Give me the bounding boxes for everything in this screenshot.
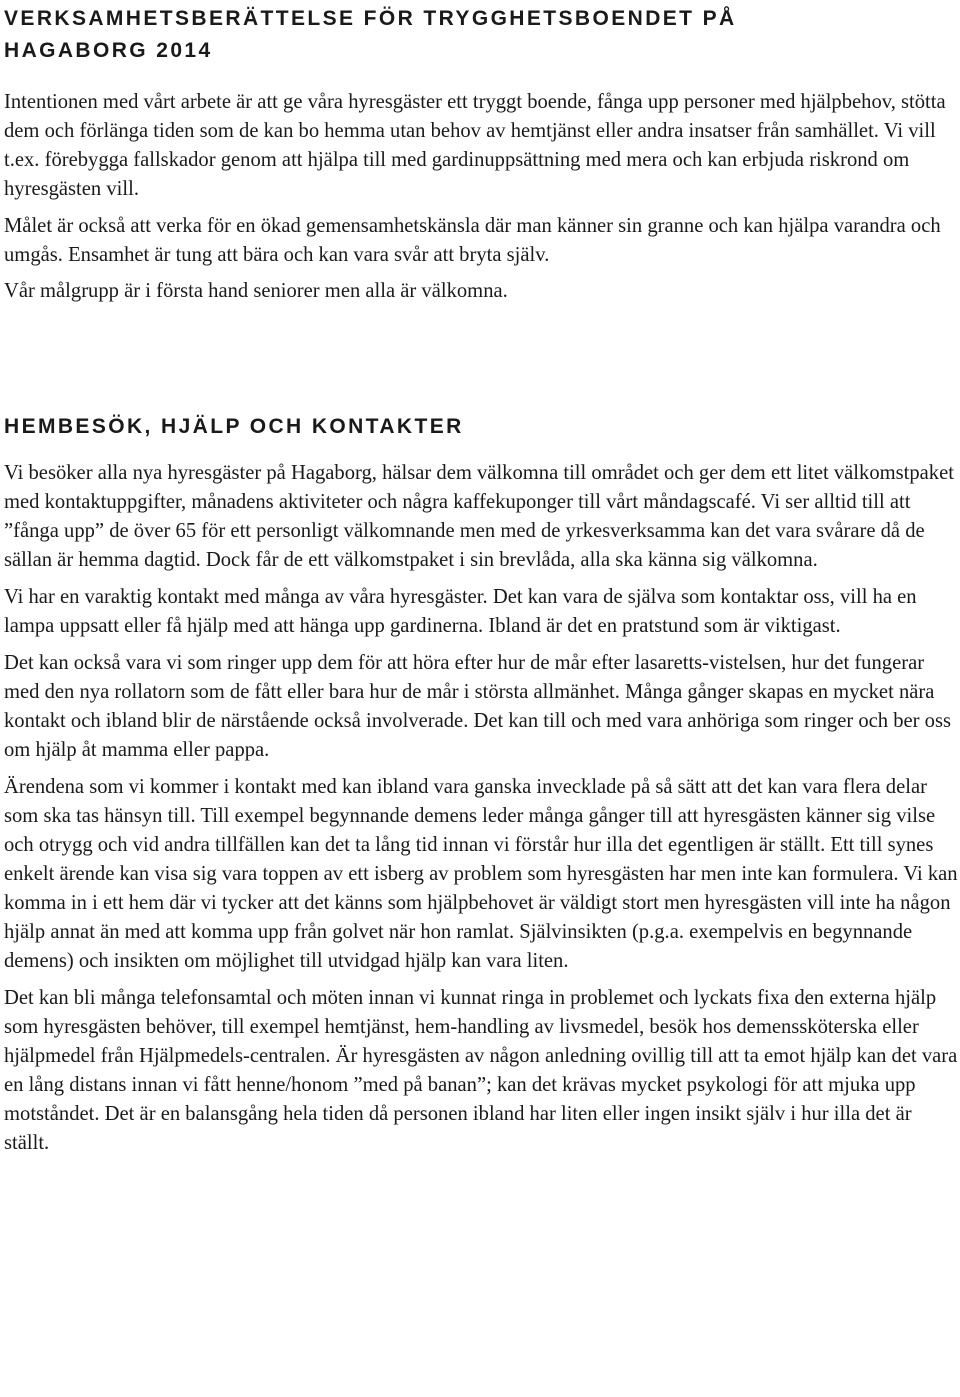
title-line-1: VERKSAMHETSBERÄTTELSE FÖR TRYGGHETSBOENDET PÅ <box>4 7 737 30</box>
intro-paragraph-3: Vår målgrupp är i första hand seniorer men alla är välkomna. <box>4 280 508 302</box>
visits-section <box>4 459 959 1158</box>
title-line-2: HAGABORG 2014 <box>4 39 213 62</box>
intro-section <box>4 88 959 306</box>
document-title <box>4 3 956 67</box>
visits-paragraph-4: Ärendena som vi kommer i kontakt med kan ibland vara ganska invecklade på så sätt att det kan vara flera delar som ska tas hänsyn till. Till exempel begynnande demens leder många gånger till att hyresgästen känner sig vilse och otrygg och vid andra tillfällen kan det ta lång tid innan vi förstår hur illa det egentligen är ställt. Ett till synes enkelt ärende kan visa sig vara toppen av ett isberg av problem som hyresgästen har men inte kan formulera. Vi kan komma in i ett hem där vi tycker att det känns som hjälpbehovet är väldigt stort men hyresgästen vill inte ha någon hjälp annat än med att komma upp från golvet när hon ramlat. Självinsikten (p.g.a. exempelvis en begynnande demens) och insikten om möjlighet till utvidgad hjälp kan vara liten. <box>4 776 958 972</box>
section-heading: HEMBESÖK, HJÄLP OCH KONTAKTER <box>4 415 464 438</box>
visits-paragraph-5: Det kan bli många telefonsamtal och möten innan vi kunnat ringa in problemet och lyckats fixa den externa hjälp som hyresgästen behöver, till exempel hemtjänst, hem-handling av livsmedel, besök hos demenssköterska eller hjälpmedel från Hjälpmedels-centralen. Är hyresgästen av någon anledning ovillig till att ta emot hjälp kan det vara en lång distans innan vi fått henne/honom ”med på banan”; kan det krävas mycket psykologi för att mjuka upp motståndet. Det är en balansgång hela tiden då personen ibland har liten eller ingen insikt själv i hur illa det är ställt. <box>4 987 958 1154</box>
visits-paragraph-2: Vi har en varaktig kontakt med många av våra hyresgäster. Det kan vara de själva som kontaktar oss, vill ha en lampa uppsatt eller få hjälp med att hänga upp gardinerna. Ibland är det en pratstund som är viktigast. <box>4 586 917 637</box>
intro-paragraph-2: Målet är också att verka för en ökad gemensamhetskänsla där man känner sin granne och kan hjälpa varandra och umgås. Ensamhet är tung att bära och kan vara svår att bryta själv. <box>4 215 941 266</box>
visits-paragraph-1: Vi besöker alla nya hyresgäster på Hagaborg, hälsar dem välkomna till området och ger dem ett litet välkomstpaket med kontaktuppgifter, månadens aktiviteter och några kaffekuponger till vårt måndagscafé. Vi ser alltid till att ”fånga upp” de över 65 för ett personligt välkomnande men med de yrkesverksamma kan det vara svårare då de sällan är hemma dagtid. Dock får de ett välkomstpaket i sin brevlåda, alla ska känna sig välkomna. <box>4 462 954 571</box>
intro-paragraph-1: Intentionen med vårt arbete är att ge våra hyresgäster ett tryggt boende, fånga upp personer med hjälpbehov, stötta dem och förlänga tiden som de kan bo hemma utan behov av hemtjänst eller andra insatser från samhället. Vi vill t.ex. förebygga fallskador genom att hjälpa till med gardinuppsättning med mera och kan erbjuda riskrond om hyresgästen vill. <box>4 91 946 200</box>
visits-paragraph-3: Det kan också vara vi som ringer upp dem för att höra efter hur de mår efter lasaretts-vistelsen, hur det fungerar med den nya rollatorn som de fått eller bara hur de mår i största allmänhet. Många gånger skapas en mycket nära kontakt och ibland blir de närstående också involverade. Det kan till och med vara anhöriga som ringer och ber oss om hjälp åt mamma eller pappa. <box>4 652 952 761</box>
